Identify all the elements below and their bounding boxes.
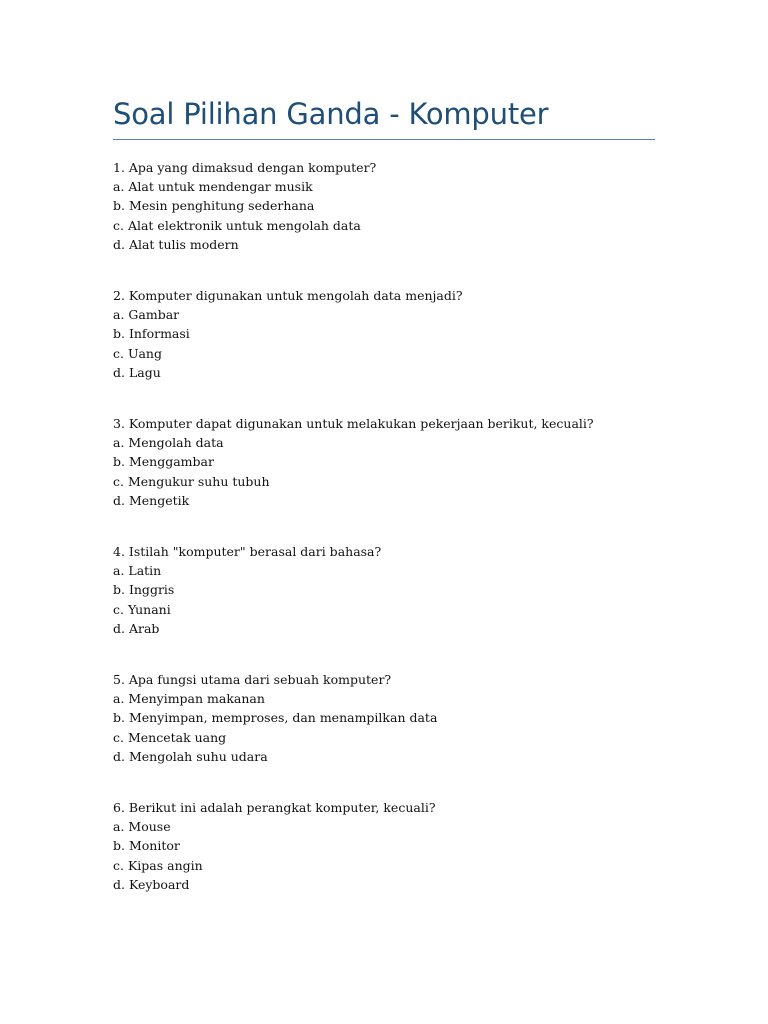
option-d: d. Mengetik [113, 492, 190, 508]
question-text: 2. Komputer digunakan untuk mengolah data menjadi? [113, 288, 463, 304]
option-b: b. Monitor [113, 838, 180, 854]
question-2 [113, 286, 655, 382]
option-a: a. Latin [113, 563, 162, 579]
option-d: d. Arab [113, 620, 160, 636]
option-a: a. Mengolah data [113, 435, 224, 451]
option-a: a. Mouse [113, 819, 171, 835]
option-b: b. Inggris [113, 582, 175, 598]
option-c: c. Mencetak uang [113, 729, 227, 745]
question-3 [113, 414, 655, 510]
option-c: c. Yunani [113, 601, 171, 617]
option-d: d. Mengolah suhu udara [113, 748, 268, 764]
option-a: a. Menyimpan makanan [113, 691, 265, 707]
option-a: a. Gambar [113, 307, 180, 323]
option-d: d. Lagu [113, 364, 161, 380]
question-text: 3. Komputer dapat digunakan untuk melakukan pekerjaan berikut, kecuali? [113, 416, 594, 432]
question-5 [113, 670, 655, 766]
option-c: c. Mengukur suhu tubuh [113, 473, 270, 489]
option-a: a. Alat untuk mendengar musik [113, 179, 313, 195]
option-d: d. Keyboard [113, 876, 190, 892]
question-list [113, 158, 655, 894]
document-page [113, 96, 655, 926]
question-6 [113, 798, 655, 894]
option-c: c. Uang [113, 345, 162, 361]
question-text: 1. Apa yang dimaksud dengan komputer? [113, 160, 377, 175]
option-c: c. Alat elektronik untuk mengolah data [113, 217, 361, 233]
option-b: b. Mesin penghitung sederhana [113, 198, 315, 214]
page-title: Soal Pilihan Ganda - Komputer [113, 97, 549, 131]
title-underline [113, 139, 655, 140]
question-1 [113, 158, 655, 254]
question-text: 6. Berikut ini adalah perangkat komputer, kecuali? [113, 800, 436, 816]
option-b: b. Menggambar [113, 454, 214, 470]
question-4 [113, 542, 655, 638]
option-b: b. Informasi [113, 326, 190, 342]
option-b: b. Menyimpan, memproses, dan menampilkan data [113, 710, 438, 726]
option-d: d. Alat tulis modern [113, 236, 239, 252]
question-text: 4. Istilah "komputer" berasal dari bahasa? [113, 544, 382, 560]
option-c: c. Kipas angin [113, 857, 203, 873]
question-text: 5. Apa fungsi utama dari sebuah komputer? [113, 672, 392, 688]
